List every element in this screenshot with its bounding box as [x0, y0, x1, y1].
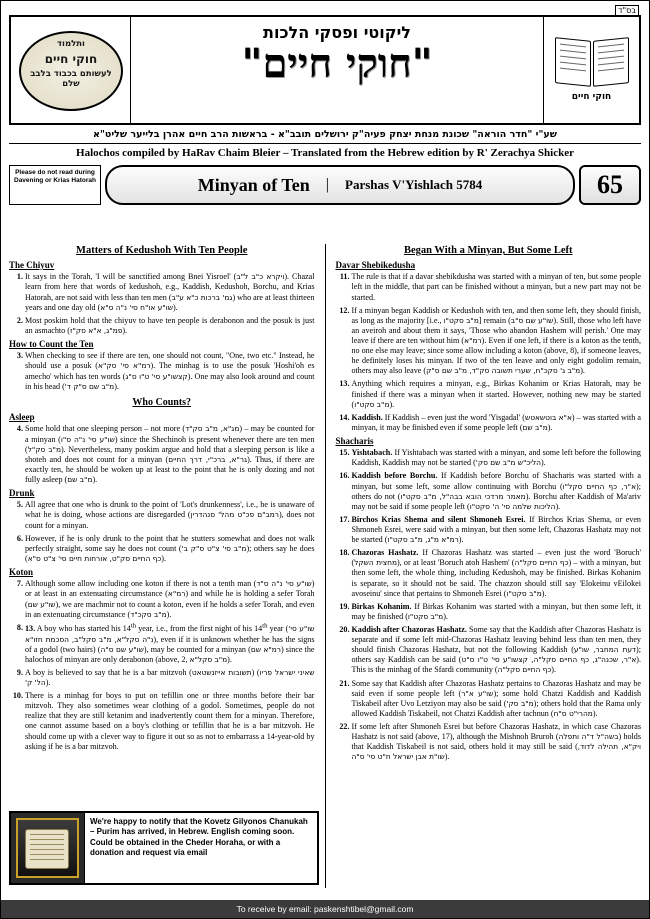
- list-item: [335, 722, 641, 762]
- item-number: 10.: [12, 691, 23, 701]
- list-item: [9, 579, 315, 619]
- sefer-icon: [25, 829, 69, 869]
- masthead-divider: [9, 143, 641, 144]
- item-text: Anything which requires a minyan, e.g., Birkas Kohanim or Krias Hatorah, may be finished if there was a minyan when it started. However, nothing new may be started (מ"ב סקט"ו).: [351, 379, 641, 409]
- item-text: Kaddish before Borchu. If Kaddish before Borchu of Shacharis was started with a minyan, but some left, some allow continuing with Borchu (א"ר, כף החיים סקל"ו); others do not (מאמר מרדכי הובא בבה"ל, מ"ב סקט"ו). Borchu after Kaddish of Ma'ariv may not be said if some people left (הליכות שלמה סי' ה' סקט"ו).: [351, 471, 641, 511]
- item-text: Kaddish after Chazoras Hashatz. Some say that the Kaddish after Chazoras Hashatz is separate and if some left mid-Chazoras Hashatz leaving behind less than ten men, they should finish Chazoras Hashatz, but not the following Kaddish (דעת המחבר, שו"ע); others say Kaddish can be said (א"ר, שכנה"ג, כף החיים סקל"ה, קצשו"ע סי' ט"ו ס"ט). This is the minhag of the Sfardi community (כף החיים סקל"ה).: [351, 625, 641, 675]
- right-list-1: [335, 272, 641, 433]
- parsha-label: Parshas V'Yishlach 5784: [345, 177, 483, 192]
- list-item: [335, 679, 641, 719]
- list-item: [335, 548, 641, 599]
- masthead: [9, 15, 641, 125]
- item-number: 5.: [16, 500, 23, 510]
- issue-number: 65: [579, 165, 641, 205]
- who-counts-heading: Who Counts?: [132, 396, 192, 408]
- issue-titlebar: [9, 165, 641, 205]
- emblem-sub: לעשותם בכבוד בלבב שלם: [30, 68, 112, 90]
- list-item: [9, 351, 315, 391]
- item-number: 14.: [339, 412, 350, 422]
- left-subheading-koton: Koton: [9, 567, 34, 578]
- item-number: 3.: [16, 351, 23, 361]
- right-subheading-davar: Davar Shebikedusha: [335, 260, 416, 271]
- item-text: Most poskim hold that the chiyuv to have ten people is derabonon and the posuk is just an asmachto (פמ"ג, א"א סק"ז).: [25, 315, 315, 335]
- item-number: 7.: [16, 579, 23, 589]
- right-subheading-shacharis: Shacharis: [335, 436, 374, 447]
- right-list-2: [335, 448, 641, 762]
- left-list-3: [9, 424, 315, 485]
- list-item: [9, 272, 315, 312]
- open-book-icon: [555, 39, 629, 89]
- item-text: A boy is believed to say that he is a bar mitzvoh (תשובות אייזנשטאט) (שאיני ישראל פריו הל' ק').: [25, 667, 315, 687]
- item-text: It says in the Torah, 'I will be sanctified among Bnei Yisroel' (ויקרא כ"ב ל"ב). Chazal learn from here that words of kedushoh, e.g., Kaddish, Kedushoh, Borchu, and Krias Hatorah, are not said with less than ten men (גמ' ברכות כ"א ע"ב) who are at least thirteen years and one day old (שו"ע או"ח סי' נ"ה ס"א).: [25, 272, 315, 312]
- item-number: 20.: [339, 625, 350, 635]
- list-item: [9, 691, 315, 752]
- item-text: All agree that one who is drunk to the point of 'Lot's drunkenness', i.e., he is unaware of what he is doing, whose actions are disregarded (רמב"ם פכ"ט מהל' סנהדרין), does not count for a minyan.: [25, 500, 315, 530]
- left-list-2: [9, 351, 315, 391]
- masthead-emblem: [11, 17, 131, 123]
- list-item: [9, 623, 315, 665]
- item-text: There is a minhag for boys to put on tefillin one or three months before their bar mitzvoh. They also sometimes wear clothing of a godol. Sometimes, people do not realize that they are still ketanim and inadvertently count them for a minyan. Therefore, one cannot assume based on a boy's clothing or tefillin that he is a bar mitzvoh. He should come up with a clever way to figure it out so as not to embarrass a 14-year-old by asking if he is a bar mitzvoh.: [25, 691, 315, 751]
- left-subheading-drunk: Drunk: [9, 488, 35, 499]
- item-text: When checking to see if there are ten, one should not count, "One, two etc." Instead, he should use a posuk (רמ"א סי' סק"א). The minhag is to use the posuk 'Hoshi'oh es amecho' which has ten words (קצשו"ע סי' ט"ו ס"ג). One may also look around and count in his head (מ"ב שם ס"ק ד').: [25, 351, 315, 391]
- item-text: The rule is that if a davar shebikdusha was started with a minyan of ten, but some people left in the middle, that part can be finished without a minyan, but a new part may not be started.: [351, 272, 641, 302]
- masthead-book-logo: [543, 17, 639, 123]
- item-number: 11.: [339, 272, 350, 282]
- item-number: 16.: [339, 471, 350, 481]
- right-column-heading: Began With a Minyan, But Some Left: [403, 245, 573, 256]
- list-item: [335, 306, 641, 377]
- item-text: Birkas Kohanim. If Birkas Kohanim was started with a minyan, but then some left, it may be finished (מ"ב סקט"ו).: [351, 601, 641, 621]
- item-text: Kaddish. If Kaddish – even just the word 'Yisgadal' (א"א בוטשאטש) – was started with a minyan, it may be finished even if some people left (מ"ב שם).: [351, 412, 641, 432]
- book-caption: חוקי חיים: [571, 91, 612, 102]
- emblem-line-1: ותלמוד: [57, 39, 85, 49]
- item-number: 19.: [339, 601, 350, 611]
- left-subheading-howtocount: How to Count the Ten: [9, 339, 94, 350]
- item-text: However, if he is only drunk to the point that he stutters somewhat and does not walk perfectly straight, some say he does not count (מ"ב סי' צ"ט ס"ק ב'); others say he does (כף החיים סק"ט, אורחות חיים סי' צ"ט ס"א).: [25, 533, 315, 563]
- masthead-subhead-hebrew: שע"י "חדר הוראה" שכונת מנחת יצחק פעיה"ק ירושלים תובב"א - בראשות הרב חיים אהרן בלייער שליט"א: [93, 129, 557, 140]
- list-item: [9, 668, 315, 688]
- reading-notice: Please do not read during Davening or Krias Hatorah: [9, 165, 101, 205]
- list-item: [9, 500, 315, 530]
- item-number: 8.: [16, 622, 23, 632]
- footer-bar: [1, 900, 649, 918]
- left-subheading-chiyuv: The Chiyuv: [9, 260, 55, 271]
- list-item: [335, 515, 641, 545]
- left-subheading-asleep: Asleep: [9, 412, 35, 423]
- left-list-4: [9, 500, 315, 564]
- item-number: 2.: [16, 315, 23, 325]
- masthead-title-block: [131, 17, 543, 123]
- item-text: If some left after Shmoneh Esrei but before Chazoras Hashatz, in which case Chazoras Hashatz is not said (above, 17), although the Mishnoh Bruroh (בשה"ל ד"ה ותפלה) holds that Kaddish Tiskabeil is not said, others hold it may still be said (ויק"א, תהילה לדוד, שו"ת אבן ישראל ח"ט סי' ס"ה).: [351, 722, 641, 762]
- emblem-text: [21, 39, 121, 90]
- item-text: Yishtabach. If Yishtabach was started with a minyan, and some left before the following Kaddish, Kaddish may not be started (הליכ"ש מ"ב שם סק').: [351, 448, 641, 468]
- left-list-1: [9, 272, 315, 336]
- item-text: Some hold that one sleeping person – not more (מג"א, מ"ב סק"ד) – may be counted for a minyan (שו"ע סי' נ"ה ס"ו) since the Shechinoh is present whenever there are ten men (מ"ב סק"ל). Nevertheless, many poskim argue and hold that a sleeping person is like a shoteh and does not count for a minyan (גר"א, ברכ"י, דרך החיים). Thus, if there are exactly ten, he should be woken up at least to the point that he is only dozing and not fully asleep (מ"ב שם).: [25, 424, 315, 485]
- item-number: 18.: [339, 548, 350, 558]
- title-separator: |: [325, 176, 329, 193]
- footer-email: To receive by email: paskenshtibel@gmail.com: [236, 904, 414, 914]
- left-column-heading: Matters of Kedushoh With Ten People: [76, 245, 248, 256]
- list-item: [335, 272, 641, 302]
- masthead-title: "חוקי חיים": [241, 40, 433, 87]
- item-number: 1.: [16, 272, 23, 282]
- list-item: [335, 625, 641, 676]
- emblem-big: חוקי חיים: [44, 51, 98, 66]
- list-item: [9, 534, 315, 564]
- item-text: Chazoras Hashatz. If Chazoras Hashatz was started – even just the word 'Boruch' (מחצית השקל), or at least 'Boruch atoh Hashem' (כף החיים סקל"ה) – with a minyan, but then some left, the whole thing, including Kedushoh, may be finished. Birkas Kohanim is separate, so it should not be said. The chazzon should still say 'Elokeinu vEilokei avoseinu' since that pertains to Shmoneh Esrei (מ"ב סקט"ו).: [351, 548, 641, 598]
- right-column: [335, 244, 641, 888]
- list-item: [335, 602, 641, 622]
- page-title: Minyan of Ten: [197, 174, 310, 195]
- item-text: Although some allow including one koton if there is not a tenth man (שו"ע סי' נ"ה ס"ד) or at least in an extenuating circumstance (רמ"א) and while he is holding a sefer Torah (שו"ע שם), we are machmir not to count a koton, even if he holds a sefer Torah, and even in an extenuating circumstance (מ"ב סקכ"ד).: [25, 579, 315, 619]
- kovetz-image: [11, 813, 85, 883]
- list-item: [335, 379, 641, 409]
- article-columns: [9, 244, 641, 888]
- item-number: 13.: [339, 379, 350, 389]
- item-text: Birchos Krias Shema and silent Shmoneh Esrei. If Birchos Krias Shema, or even Shmoneh Esrei, were said with a minyan, but then some left, Chazoras Hashatz may not be started (רמ"א מ"ג, מ"ב סקט"ו).: [351, 514, 641, 545]
- list-item: [335, 471, 641, 511]
- list-item: [335, 413, 641, 433]
- item-number: 4.: [16, 424, 23, 434]
- item-text: Some say that Kaddish after Chazoras Hashatz pertains to Chazoras Hashatz and may be said even if some people left (שו"ע א"ר); some hold Chatzi Kaddish and Kaddish Tiskabeil after Uvo Letziyon may also be said (מ"ב סק'); others hold that the Rama only allowed Kaddish Tiskabeil, not Chatzi Kaddish after tachnun (מהרי"ט ס"ח).: [351, 678, 641, 718]
- list-item: [9, 316, 315, 336]
- item-number: 9.: [16, 667, 23, 677]
- masthead-kicker: ליקוטי ופסקי הלכות: [263, 23, 411, 42]
- list-item: [335, 448, 641, 468]
- list-item: [9, 424, 315, 485]
- item-number: 22.: [339, 722, 350, 731]
- announcement-box: [9, 811, 319, 885]
- item-text: 13. A boy who has started his 14th year, i.e., from the first night of his 14th year (שו"ע סי' נ"ה סקל"א, מ"ב סקל"ב, הסכמת חזו"א), even if it is unknown whether he has the signs of a godol (two hairs) (שו"ע שם ס"ה), may be counted for a minyan (רמ"א שם) since the halochos of minyan are only derabonon (above, 2, מ"ב סקל"א).: [25, 622, 315, 664]
- left-list-5: [9, 579, 315, 751]
- bsd-marker: בס"ד: [615, 5, 639, 16]
- masthead-subhead-english: Halochos compiled by HaRav Chaim Bleier – Translated from the Hebrew edition by R' Zerachya Shicker: [76, 147, 574, 159]
- announcement-text: We're happy to notify that the Kovetz Gilyonos Chanukah – Purim has arrived, in Hebrew. English coming soon. Could be obtained in the Cheder Horaha, or with a donation and request via email: [90, 817, 308, 858]
- item-number: 21.: [339, 678, 350, 688]
- issue-title-bar: [105, 165, 575, 205]
- column-divider: [325, 244, 326, 888]
- left-column: [9, 244, 315, 888]
- item-number: 12.: [339, 305, 350, 315]
- item-number: 6.: [16, 533, 23, 543]
- item-text: If a minyan began Kaddish or Kedushoh with ten, and then some left, they should finish, as long as the majority [i.e., מ"ב סקט"ו] remain (שו"ע שם ס"ב). Still, those who left have an aveiroh and about them it says, 'Those who abandon Hashem will perish.' One may leave if there are ten without him (רמ"א). Even if one left, if there is a koton as the tenth, no one else may leave; since some allow including a koton (above, 8), if someone leaves, he definitely loses his minyan. If two of the ten leave and only eight godolim remain, others may also leave (מ"ב ג' סקכ"ח, שערי תשובה סק"ד, מ"ב שם ס"ק).: [351, 305, 641, 376]
- item-number: 15.: [339, 448, 350, 458]
- item-number: 17.: [339, 514, 350, 524]
